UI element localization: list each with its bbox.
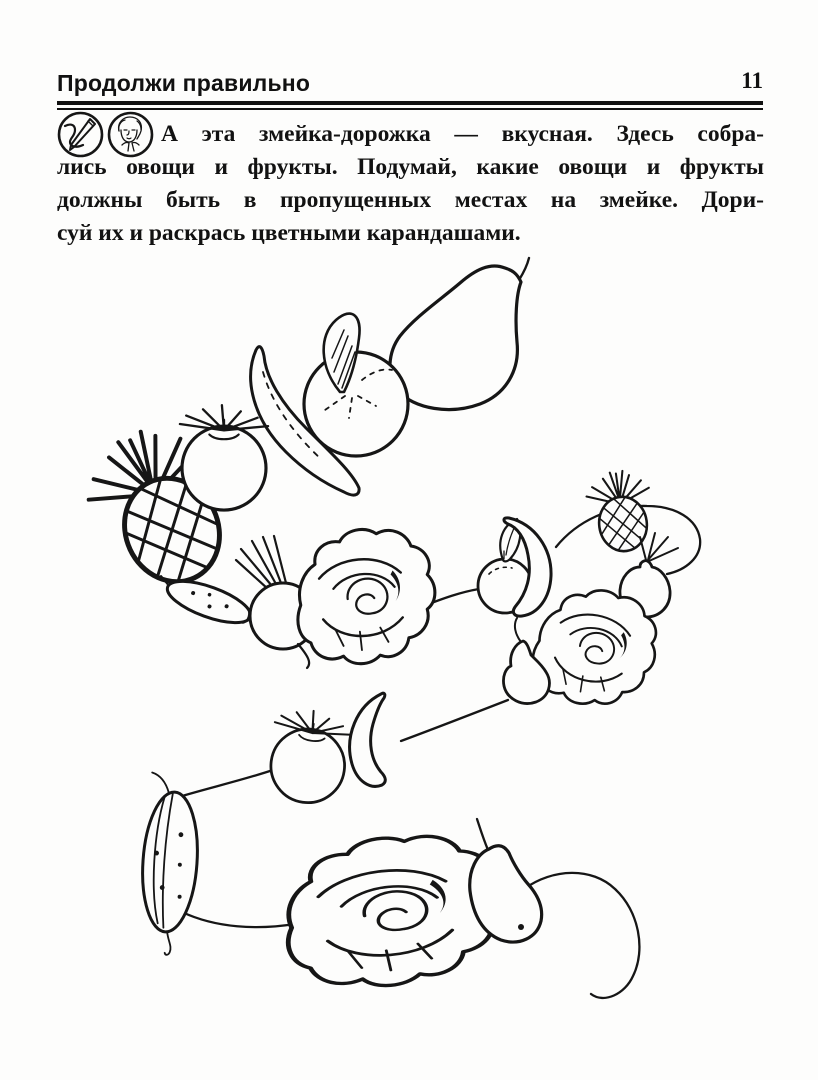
pineapple-small xyxy=(584,468,657,556)
instruction-line: лись овощи и фрукты. Подумай, какие овощи и фрукты xyxy=(57,154,764,180)
tomato-2 xyxy=(264,706,353,808)
cucumber-vertical xyxy=(137,772,203,956)
apple-with-leaf xyxy=(304,314,408,456)
header-rule-thick xyxy=(57,101,763,105)
cabbage-large xyxy=(281,830,506,992)
page-number: 11 xyxy=(741,68,763,93)
icon-spacer xyxy=(57,118,161,119)
pear-stem xyxy=(477,819,488,850)
snake-line xyxy=(182,912,295,927)
snake-tail xyxy=(524,873,639,998)
snake-path-illustration xyxy=(0,255,818,1035)
header-rule-thin xyxy=(57,108,763,110)
instruction-line: суй их и раскрась цветными карандашами. xyxy=(57,220,521,246)
tomato-1 xyxy=(180,405,268,510)
pear-top xyxy=(390,258,529,410)
snake-line xyxy=(401,700,508,741)
instruction-text xyxy=(57,118,764,250)
page-title: Продолжи правильно xyxy=(57,70,311,96)
pear-seed-dot xyxy=(518,924,524,930)
instruction-line: должны быть в пропущенных местах на змейке. Дори- xyxy=(57,187,764,213)
cabbage-left xyxy=(298,530,435,664)
snake-line xyxy=(172,770,273,799)
banana-piece-2 xyxy=(350,693,386,786)
instruction-line: А эта змейка-дорожка — вкусная. Здесь собра- xyxy=(57,118,764,151)
